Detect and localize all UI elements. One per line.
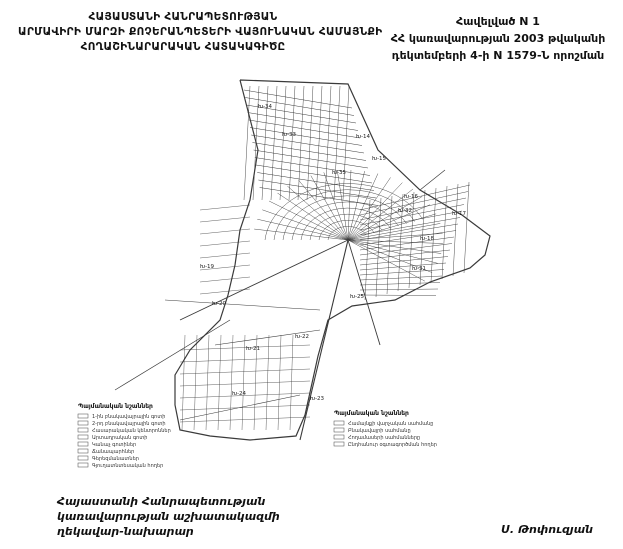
legend-item-label: Գյուղատնտեսական հողեր [92, 463, 164, 469]
plot-line [255, 158, 370, 176]
legend-item-label: 2-րդ բնակավայրային գոտի [92, 421, 166, 427]
map-plot-label: Խ-22 [295, 334, 310, 340]
legend-right [334, 410, 437, 448]
legend-swatch [78, 414, 88, 418]
legend-item-label: Բնակավայրի սահմանը [348, 428, 411, 434]
plot-line [360, 295, 436, 296]
plot-line [180, 369, 310, 374]
plot-line [343, 86, 349, 200]
map-plot-label: Խ-16 [404, 194, 419, 200]
radial-street [337, 170, 348, 240]
map-plot-label: Խ-20 [212, 301, 227, 307]
map-plot-label: Խ-23 [310, 396, 325, 402]
plot-line [360, 289, 438, 290]
legend-item-label: 1-ին բնակավայրային գոտի [92, 414, 166, 420]
plot-line [251, 135, 364, 153]
legend-swatch [334, 421, 344, 425]
legend-swatch [334, 442, 344, 446]
plot-line [257, 173, 374, 191]
plot-line [360, 283, 440, 286]
plot-line [230, 335, 233, 430]
plot-line [180, 381, 310, 386]
plot-line [409, 192, 414, 288]
map-plot-label: Խ-19 [200, 264, 215, 270]
plot-line [289, 86, 295, 200]
plot-line [180, 345, 310, 350]
radial-street [262, 210, 348, 240]
map-plot-label: Խ-31 [412, 266, 427, 272]
footer-right-signature: Ս. Թոփուզյան [501, 523, 593, 536]
legend-item-label: Արտադրական գոտի [92, 435, 148, 441]
plot-line [200, 205, 250, 210]
header-right-line-1: Հավելված N 1 [456, 15, 540, 28]
header-right-line-2: ՀՀ կառավարության 2003 թվականի [390, 32, 606, 45]
legend-swatch [78, 456, 88, 460]
plot-line [200, 229, 250, 234]
legend-left [78, 403, 171, 469]
plot-line [307, 86, 313, 200]
plot-line [256, 165, 372, 183]
plot-line [200, 253, 250, 258]
legend-swatch [78, 442, 88, 446]
map-plot-label: Խ-32 [398, 208, 413, 214]
map-plot-label: Խ-34 [258, 104, 273, 110]
plot-line [316, 86, 322, 200]
footer-left-line-1: Հայաստանի Հանրապետության [57, 495, 266, 508]
plot-line [387, 196, 392, 294]
plot-line [242, 335, 245, 430]
plot-line [365, 200, 370, 300]
legend-item-label: Հողամասերի սահմանները [348, 435, 421, 441]
header-left-line-3: ՀՈՂԱՇԻՆԱՐԱՐԱԿԱՆ ՀԱՏԱԿԱԳԻԾԸ [80, 41, 286, 53]
footer-left-line-3: ղեկավար-նախարար [57, 525, 194, 538]
road [348, 240, 380, 345]
plot-line [325, 86, 331, 200]
map-plot-label: Խ-24 [232, 391, 247, 397]
legend-swatch [334, 435, 344, 439]
legend-item-label: Հասարակական կենտրոններ [92, 428, 171, 434]
map-plot-label: Խ-21 [246, 346, 261, 352]
footer-left [57, 494, 280, 539]
map-plot-label: Խ-33 [282, 132, 297, 138]
radial-street [299, 180, 348, 240]
legend-item-label: Ընդհանուր օգտագործման հողեր [348, 442, 437, 448]
plot-line [360, 276, 442, 280]
plot-line [244, 86, 250, 200]
plot-line [360, 263, 446, 270]
legend-swatch [78, 449, 88, 453]
map-plot-label: Խ-25 [350, 294, 365, 300]
plot-line [453, 184, 458, 276]
header-left-line-2: ԱՐՄԱՎԻՐԻ ՄԱՐԶԻ ՔՈՉԵՐԱՆՊԵՏԵՐԻ ՎԱՅՈՒՆԱԿԱՆ ՀԱՄԱՅՆՔԻ [18, 26, 383, 38]
plot-line [360, 250, 450, 260]
legend-left-title: Պայմանական նշաններ [78, 403, 153, 410]
plot-line [254, 150, 368, 168]
legend-right-title: Պայմանական նշաններ [334, 410, 409, 417]
map-plot-label: Խ-17 [452, 211, 467, 217]
radial-street [348, 183, 402, 240]
plot-line [258, 180, 376, 198]
legend-swatch [78, 421, 88, 425]
legend-item-label: Կանաչ գոտիներ [92, 442, 137, 448]
road [180, 240, 348, 320]
map-plot-label: Խ-15 [372, 156, 387, 162]
plot-line [464, 182, 469, 273]
map-linework [115, 80, 490, 440]
plot-line [431, 188, 436, 282]
plot-line [200, 241, 250, 246]
header-right-line-3: դեկտեմբերի 4-ի N 1579-Ն որոշման [391, 49, 605, 62]
map-plot-label: Խ-35 [332, 170, 347, 176]
plot-line [180, 357, 310, 362]
community-boundary [175, 80, 490, 440]
header-left-line-1: ՀԱՅԱՍՏԱՆԻ ՀԱՆՐԱՊԵՏՈՒԹՅԱՆ [88, 11, 278, 23]
legend-swatch [334, 428, 344, 432]
legend-item-label: Համայնքի վարչական սահմանը [348, 421, 434, 427]
legend-swatch [78, 428, 88, 432]
plot-line [218, 335, 221, 430]
map-plot-label: Խ-18 [420, 236, 435, 242]
outgoing-road [420, 170, 445, 190]
plot-line [290, 335, 293, 430]
legend-item-label: Գերեզմանատներ [92, 456, 139, 462]
outgoing-road [115, 320, 230, 390]
legend-swatch [78, 435, 88, 439]
plot-line [200, 289, 250, 294]
plot-line [200, 277, 250, 282]
plot-line [280, 86, 286, 200]
footer-left-line-2: կառավարության աշխատակազմի [57, 510, 280, 523]
map-plot-label: Խ-14 [356, 134, 371, 140]
plot-line [206, 335, 209, 430]
plot-line [248, 113, 358, 131]
plot-line [278, 335, 281, 430]
road [165, 300, 320, 310]
map-plot-labels [200, 104, 467, 402]
legend-swatch [78, 463, 88, 467]
legend-item-label: Ճանապարհներ [92, 449, 135, 455]
plot-line [250, 128, 362, 146]
